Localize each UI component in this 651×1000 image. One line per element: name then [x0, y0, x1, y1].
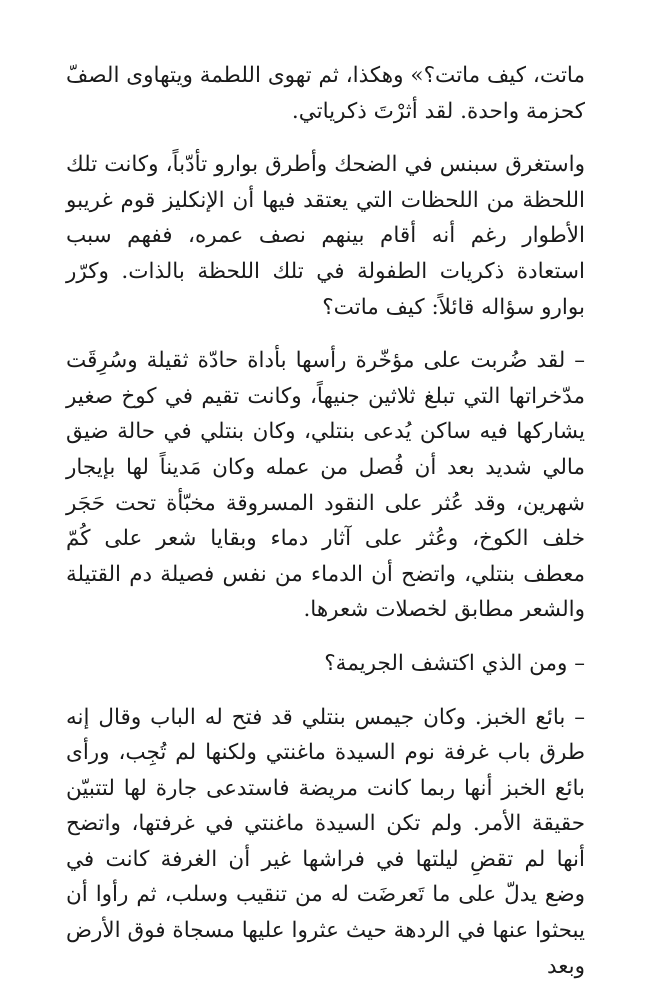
- paragraph-3: – لقد ضُربت على مؤخّرة رأسها بأداة حادّة ثقيلة وسُرِقَت مدّخراتها التي تبلغ ثلاثين جنيهاً، وكانت تقيم في كوخ صغير يشاركها فيه ساكن يُدعى بنتلي، وكان بنتلي في حالة ضيق مالي شديد بعد أن فُصل من عمله وكان مَديناً لها بإيجار شهرين، وقد عُثر على النقود المسروقة مخبّأة تحت حَجَر خلف الكوخ، وعُثر على آثار دماء وبقايا شعر على كُمّ معطف بنتلي، واتضح أن الدماء من نفس فصيلة دم القتيلة والشعر مطابق لخصلات شعرها.: [66, 348, 585, 623]
- paragraph-4: – ومن الذي اكتشف الجريمة؟: [324, 650, 585, 676]
- paragraph-1: ماتت، كيف ماتت؟» وهكذا، ثم تهوى اللطمة ويتهاوى الصفّ كحزمة واحدة. لقد أثرْتَ ذكرياتي.: [66, 63, 585, 124]
- paragraph-2: واستغرق سبنس في الضحك وأطرق بوارو تأدّباً، وكانت تلك اللحظة من اللحظات التي يعتقد فيها أن الإنكليز قوم غريبو الأطوار رغم أنه أقام بينهم نصف عمره، ففهم سبب استعادة ذكريات الطفولة في تلك اللحظة بالذات. وكرّر بوارو سؤاله قائلاً: كيف ماتت؟: [66, 152, 585, 320]
- paragraph-5: – بائع الخبز. وكان جيمس بنتلي قد فتح له الباب وقال إنه طرق باب غرفة نوم السيدة ماغنتي ولكنها لم تُجِب، ورأى بائع الخبز أنها ربما كانت مريضة فاستدعى جارة لها لتتبيّن حقيقة الأمر. ولم تكن السيدة ماغنتي في غرفتها، واتضح أنها لم تقضِ ليلتها في فراشها غير أن الغرفة كانت في وضع يدلّ على ما تَعرضَت له من تنقيب وسلب، ثم رأوا أن يبحثوا عنها في الردهة حيث عثروا عليها مسجاة فوق الأرض وبعد: [66, 704, 585, 979]
